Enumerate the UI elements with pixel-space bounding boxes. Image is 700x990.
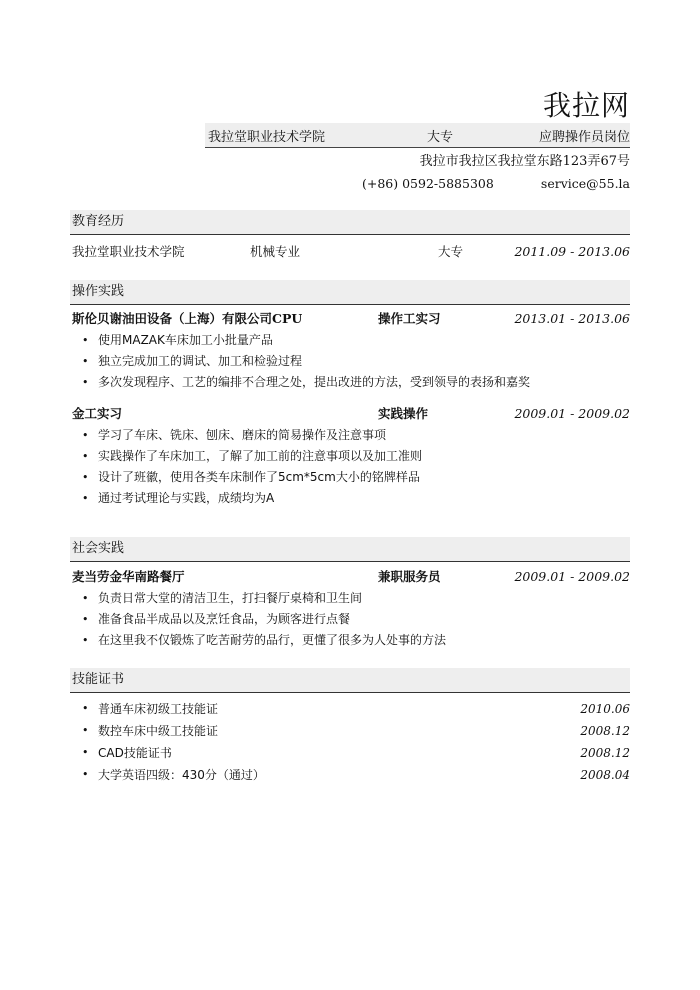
education-date: 2011.09 - 2013.06	[514, 244, 630, 259]
education-degree: 大专	[438, 244, 464, 259]
practice-role: 实践操作	[378, 406, 429, 421]
section-social-heading	[70, 537, 630, 562]
list-item: • 独立完成加工的调试、加工和检验过程	[78, 351, 630, 372]
practice-date: 2013.01 - 2013.06	[514, 311, 630, 326]
address: 我拉市我拉区我拉堂东路123弄67号	[419, 154, 630, 169]
section-education-heading	[70, 210, 630, 235]
section-title: 操作实践	[72, 284, 125, 299]
section-title: 教育经历	[72, 214, 125, 229]
list-item: • 数控车床中级工技能证 2008.12	[78, 720, 630, 742]
list-item: • 学习了车床、铣床、刨床、磨床的简易操作及注意事项	[78, 425, 630, 446]
education-row	[70, 242, 630, 262]
section-certs-heading	[70, 668, 630, 693]
practice-bullets	[78, 425, 630, 509]
practice-role: 操作工实习	[378, 311, 441, 326]
social-org: 麦当劳金华南路餐厅	[72, 569, 185, 584]
social-item-row	[70, 567, 630, 587]
social-role: 兼职服务员	[378, 569, 441, 584]
header-position: 应聘操作员岗位	[538, 129, 630, 145]
header-summary-bar	[205, 123, 630, 148]
email-link[interactable]: service@55.la	[540, 176, 630, 191]
education-school: 我拉堂职业技术学院	[72, 244, 185, 259]
list-item: • 通过考试理论与实践，成绩均为A	[78, 488, 630, 509]
list-item: • 普通车床初级工技能证 2010.06	[78, 698, 630, 720]
education-major: 机械专业	[250, 244, 301, 259]
practice-org: 斯伦贝谢油田设备（上海）有限公司CPU	[72, 311, 303, 326]
list-item: • CAD技能证书 2008.12	[78, 742, 630, 764]
practice-bullets	[78, 330, 630, 393]
list-item: • 负责日常大堂的清洁卫生，打扫餐厅桌椅和卫生间	[78, 588, 630, 609]
practice-date: 2009.01 - 2009.02	[514, 406, 630, 421]
header-degree: 大专	[427, 129, 454, 145]
list-item: • 使用MAZAK车床加工小批量产品	[78, 330, 630, 351]
practice-item-row	[70, 404, 630, 424]
list-item: • 大学英语四级：430分（通过） 2008.04	[78, 764, 630, 786]
header-school: 我拉堂职业技术学院	[208, 129, 326, 145]
social-date: 2009.01 - 2009.02	[514, 569, 630, 584]
section-title: 社会实践	[72, 541, 125, 556]
practice-org: 金工实习	[72, 406, 123, 421]
cert-list	[78, 698, 630, 786]
phone: (+86) 0592-5885308	[362, 176, 494, 191]
social-bullets	[78, 588, 630, 651]
section-practice-heading	[70, 280, 630, 305]
section-title: 技能证书	[72, 672, 125, 687]
list-item: • 在这里我不仅锻炼了吃苦耐劳的品行，更懂了很多为人处事的方法	[78, 630, 630, 651]
list-item: • 实践操作了车床加工，了解了加工前的注意事项以及加工准则	[78, 446, 630, 467]
list-item: • 准备食品半成品以及烹饪食品，为顾客进行点餐	[78, 609, 630, 630]
candidate-name: 我拉网	[542, 89, 630, 122]
list-item: • 多次发现程序、工艺的编排不合理之处，提出改进的方法，受到领导的表扬和嘉奖	[78, 372, 630, 393]
practice-item-row	[70, 309, 630, 329]
list-item: • 设计了班徽，使用各类车床制作了5cm*5cm大小的铭牌样品	[78, 467, 630, 488]
